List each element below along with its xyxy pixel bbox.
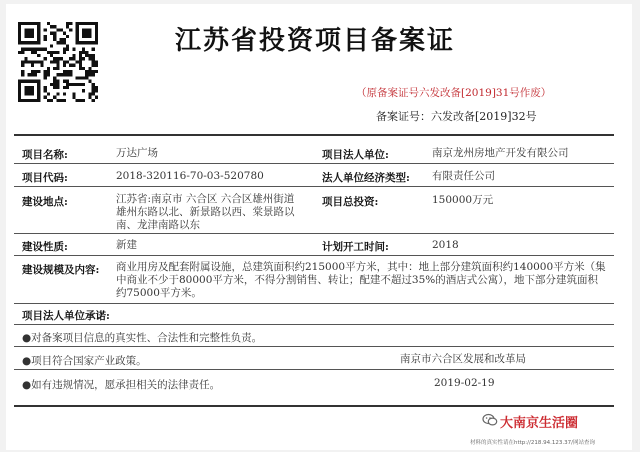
commitment-item: ●项目符合国家产业政策。 xyxy=(22,355,147,367)
project-code-label: 项目代码: xyxy=(22,172,68,184)
row-divider xyxy=(14,186,614,187)
project-name-label: 项目名称: xyxy=(22,149,68,161)
commitment-item: ●对备案项目信息的真实性、合法性和完整性负责。 xyxy=(22,332,263,344)
row-divider xyxy=(14,324,614,325)
project-code-value: 2018-320116-70-03-520780 xyxy=(116,170,264,182)
row-divider xyxy=(14,255,614,256)
total-investment-value: 150000万元 xyxy=(432,194,494,206)
nature-label: 建设性质: xyxy=(22,241,68,253)
start-time-value: 2018 xyxy=(432,239,459,251)
row-divider xyxy=(14,303,614,304)
wechat-icon xyxy=(482,412,498,428)
scale-label: 建设规模及内容: xyxy=(22,264,100,276)
commitment-item: ●如有违规情况，愿承担相关的法律责任。 xyxy=(22,379,221,391)
qr-code-icon xyxy=(18,22,98,102)
row-divider xyxy=(14,346,614,347)
verification-footnote: 材料的真实性请在http://218.94.123.37/网站查询 xyxy=(470,440,595,446)
row-divider xyxy=(14,163,614,164)
watermark-text: 大南京生活圈 xyxy=(500,416,579,431)
legal-entity-value: 南京龙州房地产开发有限公司 xyxy=(432,147,569,159)
divider-top xyxy=(14,134,614,136)
row-divider xyxy=(14,369,614,370)
scale-value: 商业用房及配套附属设施，总建筑面积约215000平方米，其中：地上部分建筑面积约140000平方米（集中商业不少于80000平方米，不得分割销售、转让；配建不超过35%的酒店式公寓），地下部分建筑面积约75000平方米。 xyxy=(116,261,606,299)
nature-value: 新建 xyxy=(116,239,137,251)
row-divider xyxy=(14,233,614,234)
issuing-authority: 南京市六合区发展和改革局 xyxy=(400,353,526,365)
original-number-note: （原备案证号六发改备[2019]31号作废） xyxy=(356,87,552,99)
record-number: 备案证号：六发改备[2019]32号 xyxy=(376,110,537,123)
location-value: 江苏省:南京市 六合区 六合区雄州街道雄州东路以北、新景路以西、棠景路以南、龙津南路以东 xyxy=(116,193,295,231)
economic-type-label: 法人单位经济类型: xyxy=(322,172,410,184)
divider-bottom xyxy=(14,405,614,407)
start-time-label: 计划开工时间: xyxy=(322,241,389,253)
project-name-value: 万达广场 xyxy=(116,147,158,159)
issue-date: 2019-02-19 xyxy=(434,377,495,389)
location-label: 建设地点: xyxy=(22,196,68,208)
legal-entity-label: 项目法人单位: xyxy=(322,149,389,161)
total-investment-label: 项目总投资: xyxy=(322,196,379,208)
commitment-heading: 项目法人单位承诺: xyxy=(22,310,110,322)
economic-type-value: 有限责任公司 xyxy=(432,170,495,182)
document-title: 江苏省投资项目备案证 xyxy=(174,26,455,56)
